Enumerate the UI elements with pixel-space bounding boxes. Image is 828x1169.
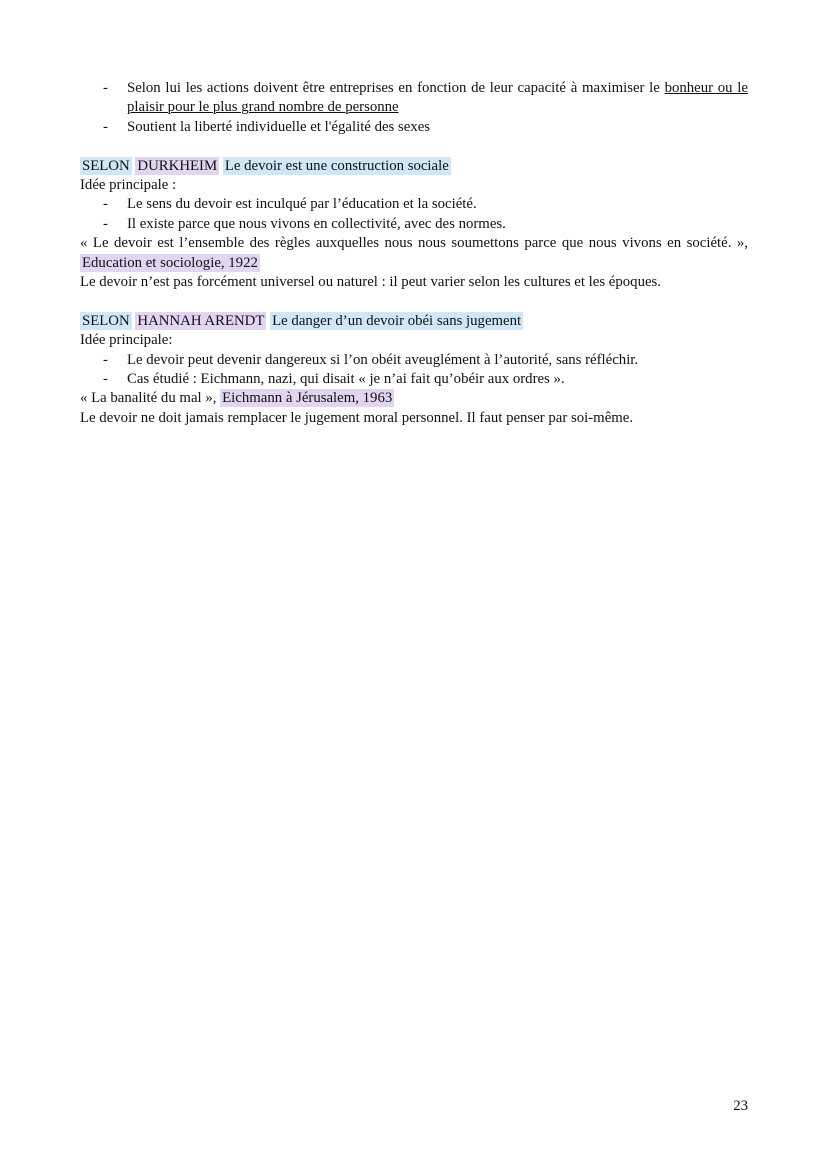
page-number: 23 [733,1098,748,1114]
heading-author: DURKHEIM [137,157,218,174]
heading-selon: SELON [82,312,130,329]
section-conclusion: Le devoir n’est pas forcément universel ou naturel : il peut varier selon les cultures et les époques. [80,274,661,291]
book-reference: Eichmann à Jérusalem, 1963 [222,390,393,407]
bullet-text: Soutient la liberté individuelle et l'égalité des sexes [127,118,431,135]
quote-paragraph [80,234,748,273]
bullet-text: Il existe parce que nous vivons en collectivité, avec des normes. [127,215,506,232]
section-conclusion: Le devoir ne doit jamais remplacer le jugement moral personnel. Il faut penser par soi-même. [80,409,634,426]
quote-text: « Le devoir est l’ensemble des règles auxquelles nous nous soumettons parce que nous vivons en société. », [80,235,748,252]
bullet-text-part: Selon lui les actions doivent être entreprises en fonction de leur capacité à maximiser le [127,80,665,96]
bullet-dash: - [103,196,108,213]
bullet-text: Le devoir peut devenir dangereux si l’on obéit aveuglément à l’autorité, sans réfléchir. [127,351,639,368]
bullet-dash: - [103,371,108,388]
section-heading [80,157,748,176]
list-item [80,370,748,389]
idea-label: Idée principale : [80,177,177,194]
quote-text: « La banalité du mal », [80,390,221,407]
list-item [80,215,748,234]
list-item [80,79,748,118]
blank-line [80,292,748,311]
bullet-text-underlined: bonheur ou le plaisir pour le plus grand nombre de personne [127,80,748,116]
heading-author: HANNAH ARENDT [137,312,265,329]
bullet-dash: - [103,118,108,135]
bullet-text: Le sens du devoir est inculqué par l’éducation et la société. [127,196,477,213]
quote-paragraph [80,389,748,408]
bullet-dash: - [103,351,108,368]
idea-label: Idée principale: [80,332,173,349]
blank-line [80,137,748,156]
list-item [80,118,748,137]
bullet-text: Cas étudié : Eichmann, nazi, qui disait « je n’ai fait qu’obéir aux ordres ». [127,371,565,388]
book-reference: Education et sociologie, 1922 [82,254,258,271]
list-item [80,351,748,370]
list-item [80,195,748,214]
bullet-text [127,79,748,118]
section-heading [80,312,748,331]
heading-title: Le devoir est une construction sociale [224,157,449,174]
heading-title: Le danger d’un devoir obéi sans jugement [272,312,522,329]
heading-selon: SELON [82,157,130,174]
bullet-dash: - [103,215,108,232]
bullet-dash: - [103,80,108,96]
